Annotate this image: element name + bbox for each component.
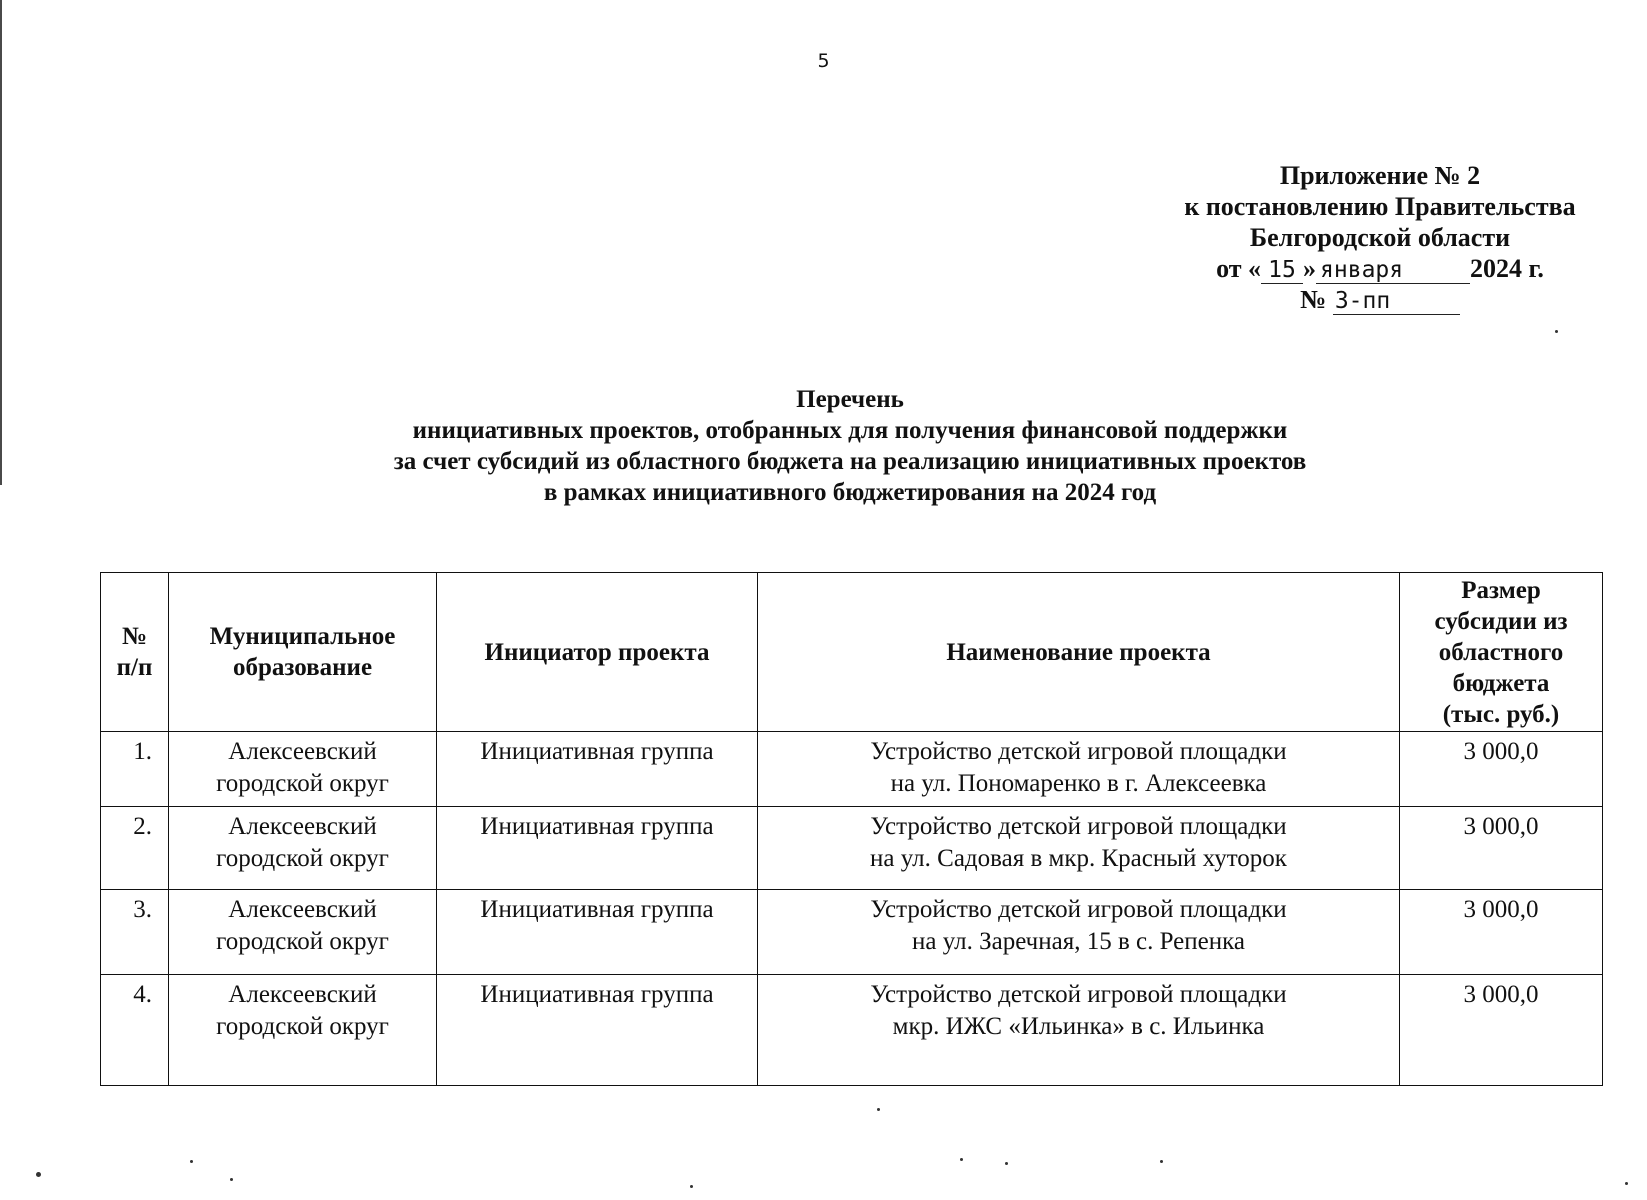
date-month: января (1316, 258, 1470, 284)
row-project: Устройство детской игровой площадки на ул. Заречная, 15 в с. Репенка (758, 890, 1400, 975)
projects-table (100, 572, 1603, 1086)
scan-speck (1160, 1160, 1163, 1163)
appendix-line1: Приложение № 2 (1279, 161, 1481, 190)
row-subsidy: 3 000,0 (1400, 732, 1603, 807)
row-municipality: Алексеевский городской округ (169, 807, 437, 890)
appendix-line2: к постановлению Правительства (1184, 192, 1576, 221)
header-municipality: Муниципальное образование (169, 573, 437, 732)
date-year: 2024 г. (1470, 254, 1544, 283)
row-initiator: Инициативная группа (437, 975, 758, 1086)
header-num: № п/п (101, 573, 169, 732)
scan-speck (230, 1178, 233, 1181)
table-row (101, 732, 1603, 807)
row-num: 1. (101, 732, 169, 807)
row-initiator: Инициативная группа (437, 732, 758, 807)
title-line4: в рамках инициативного бюджетирования на 2024 год (543, 479, 1157, 506)
number-value: 3-пп (1333, 289, 1460, 315)
row-project: Устройство детской игровой площадки на ул. Садовая в мкр. Красный хуторок (758, 807, 1400, 890)
row-subsidy: 3 000,0 (1400, 890, 1603, 975)
row-initiator: Инициативная группа (437, 807, 758, 890)
document-title (0, 384, 1647, 508)
date-mid: » (1303, 254, 1317, 283)
header-subsidy: Размер субсидии из областного бюджета (тыс. руб.) (1400, 573, 1603, 732)
header-project: Наименование проекта (758, 573, 1400, 732)
table-row (101, 975, 1603, 1086)
scan-speck (190, 1160, 193, 1163)
row-project: Устройство детской игровой площадки на ул. Пономаренко в г. Алексеевка (758, 732, 1400, 807)
title-line3: за счет субсидий из областного бюджета на реализацию инициативных проектов (393, 448, 1307, 475)
scan-speck (690, 1185, 693, 1188)
appendix-date (1140, 253, 1620, 284)
row-initiator: Инициативная группа (437, 890, 758, 975)
row-municipality: Алексеевский городской округ (169, 732, 437, 807)
table-row (101, 807, 1603, 890)
title-line1: Перечень (796, 386, 904, 413)
scan-speck (1005, 1162, 1008, 1165)
row-municipality: Алексеевский городской округ (169, 890, 437, 975)
row-subsidy: 3 000,0 (1400, 975, 1603, 1086)
row-subsidy: 3 000,0 (1400, 807, 1603, 890)
title-line2: инициативных проектов, отобранных для получения финансовой поддержки (412, 417, 1288, 444)
row-num: 3. (101, 890, 169, 975)
table-header-row (101, 573, 1603, 732)
number-prefix: № (1300, 285, 1327, 314)
scan-speck (1625, 1182, 1628, 1185)
page-number: 5 (817, 50, 830, 72)
row-project: Устройство детской игровой площадки мкр. ИЖС «Ильинка» в с. Ильинка (758, 975, 1400, 1086)
date-day: 15 (1261, 258, 1303, 284)
scan-speck (960, 1158, 963, 1161)
date-prefix: от « (1216, 254, 1262, 283)
row-num: 2. (101, 807, 169, 890)
header-initiator: Инициатор проекта (437, 573, 758, 732)
row-municipality: Алексеевский городской округ (169, 975, 437, 1086)
scan-speck (36, 1172, 41, 1177)
row-num: 4. (101, 975, 169, 1086)
table-row (101, 890, 1603, 975)
appendix-header (1140, 160, 1620, 315)
scan-speck (877, 1108, 880, 1111)
appendix-number (1140, 284, 1620, 315)
appendix-line3: Белгородской области (1249, 223, 1511, 252)
scan-speck (1555, 330, 1558, 333)
